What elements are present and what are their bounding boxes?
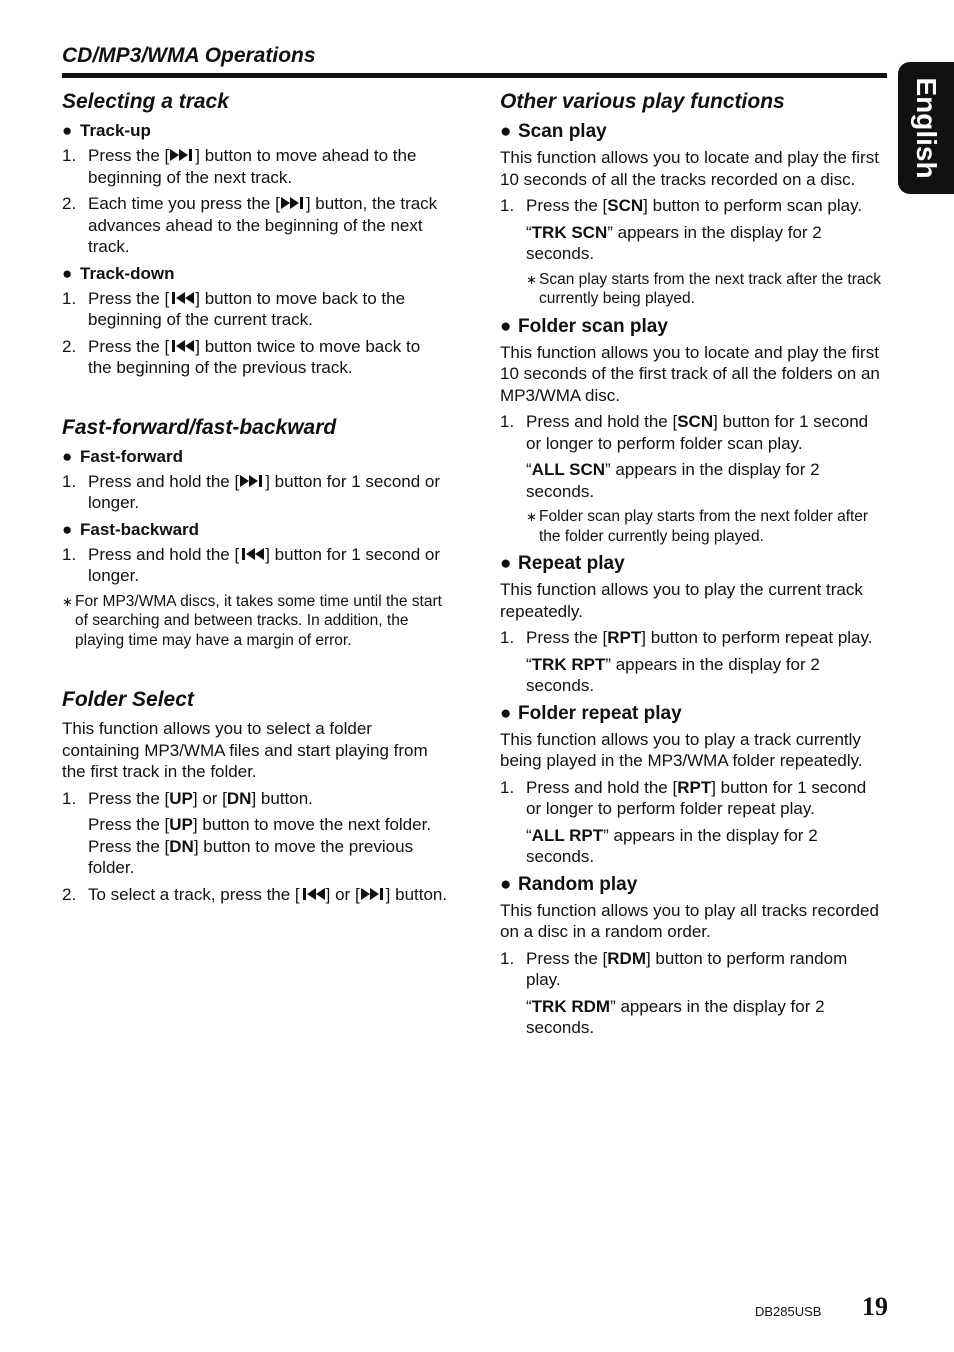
note: ∗ Folder scan play starts from the next folder after the folder currently being played.	[526, 508, 869, 545]
next-track-icon	[169, 148, 195, 162]
subheading-fast-forward: ● Fast-forward	[62, 446, 183, 466]
next-track-icon	[360, 887, 386, 901]
step-item: 1. Press the [ ] button to move back to the beginning of the current track.	[62, 288, 406, 329]
paragraph: This function allows you to select a folder containing MP3/WMA files and start playing from the first track in the folder.	[62, 719, 428, 781]
next-track-icon	[239, 474, 265, 488]
asterisk-icon: ∗	[526, 271, 537, 287]
paragraph: This function allows you to play a track currently being played in the MP3/WMA folder repeatedly.	[500, 729, 863, 770]
subheading-random-play: ● Random play	[500, 873, 638, 895]
subheading-scan-play: ● Scan play	[500, 121, 607, 142]
subheading-track-up: ● Track-up	[62, 121, 151, 140]
step-item: 1. Press and hold the [ ] button for 1 second or longer.	[62, 544, 441, 585]
step-item: 1. Press the [UP] or [DN] button.	[62, 788, 313, 808]
bullet-icon: ●	[500, 553, 512, 574]
previous-track-icon	[300, 887, 326, 901]
step-item: 1. Press the [SCN] button to perform scan play.	[500, 196, 863, 215]
step-item: 1. Press the [ ] button to move ahead to the beginning of the next track.	[62, 146, 417, 187]
step-item: 2. Press the [ ] button twice to move back to the beginning of the previous track.	[62, 336, 421, 377]
language-tab-label: English	[911, 77, 942, 179]
step-item: 1. Press the [RPT] button to perform repeat play.	[500, 628, 873, 647]
subheading-repeat-play: ● Repeat play	[500, 553, 625, 574]
bullet-icon: ●	[62, 263, 73, 283]
subheading-fast-backward: ● Fast-backward	[62, 519, 200, 539]
subheading-folder-scan-play: ● Folder scan play	[500, 315, 668, 337]
previous-track-icon	[169, 291, 195, 305]
note: ∗ For MP3/WMA discs, it takes some time until the start of searching and between tracks. In addition, the playing time may have a margin of error.	[62, 592, 442, 649]
step-item: 1. Press and hold the [SCN] button for 1 second or longer to perform folder scan play.	[500, 412, 869, 453]
display-message: “TRK RPT” appears in the display for 2 seconds.	[526, 654, 820, 695]
section-title-fast-forward-backward: Fast-forward/fast-backward	[62, 415, 337, 439]
next-track-icon	[280, 196, 306, 210]
subheading-folder-repeat-play: ● Folder repeat play	[500, 702, 682, 724]
previous-track-icon	[239, 547, 265, 561]
section-title-other-play-functions: Other various play functions	[500, 90, 785, 113]
bullet-icon: ●	[62, 121, 73, 140]
paragraph: This function allows you to play the current track repeatedly.	[500, 580, 863, 621]
paragraph: This function allows you to play all tracks recorded on a disc in a random order.	[500, 900, 879, 941]
section-title-selecting-track: Selecting a track	[62, 90, 229, 113]
display-message: “TRK RDM” appears in the display for 2 seconds.	[526, 996, 825, 1037]
step-item: 1. Press the [RDM] button to perform random play.	[500, 948, 848, 989]
bullet-icon: ●	[500, 702, 512, 724]
bullet-icon: ●	[62, 519, 73, 539]
model-number: DB285USB	[755, 1304, 822, 1319]
asterisk-icon: ∗	[62, 593, 73, 609]
step-detail: Press the [UP] button to move the next folder. Press the [DN] button to move the previous folder.	[88, 815, 432, 877]
section-title-folder-select: Folder Select	[62, 688, 194, 711]
header-rule	[62, 73, 887, 78]
bullet-icon: ●	[500, 121, 512, 142]
right-column	[500, 88, 886, 1044]
subheading-track-down: ● Track-down	[62, 263, 175, 283]
asterisk-icon: ∗	[526, 509, 537, 524]
previous-track-icon	[169, 339, 195, 353]
display-message: “TRK SCN” appears in the display for 2 seconds.	[526, 222, 822, 263]
bullet-icon: ●	[62, 446, 73, 466]
bullet-icon: ●	[500, 315, 512, 337]
paragraph: This function allows you to locate and play the first 10 seconds of all the tracks recorded on a disc.	[500, 148, 879, 189]
language-tab	[898, 62, 954, 194]
step-item: 2. Each time you press the [ ] button, the track advances ahead to the beginning of the next track.	[62, 194, 438, 256]
bullet-icon: ●	[500, 873, 512, 895]
step-item: 1. Press and hold the [RPT] button for 1 second or longer to perform folder repeat play.	[500, 777, 867, 818]
display-message: “ALL SCN” appears in the display for 2 seconds.	[526, 460, 820, 501]
paragraph: This function allows you to locate and play the first 10 seconds of the first track of all the folders on an MP3/WMA disc.	[500, 342, 880, 405]
step-item: 2. To select a track, press the [ ] or [ ] button.	[62, 884, 448, 904]
page-header-title: CD/MP3/WMA Operations	[62, 44, 316, 67]
note: ∗ Scan play starts from the next track after the track currently being played.	[526, 270, 881, 307]
page-number: 19	[862, 1292, 888, 1321]
display-message: “ALL RPT” appears in the display for 2 seconds.	[526, 825, 818, 866]
step-item: 1. Press and hold the [ ] button for 1 second or longer.	[62, 471, 441, 512]
left-column	[62, 88, 448, 910]
